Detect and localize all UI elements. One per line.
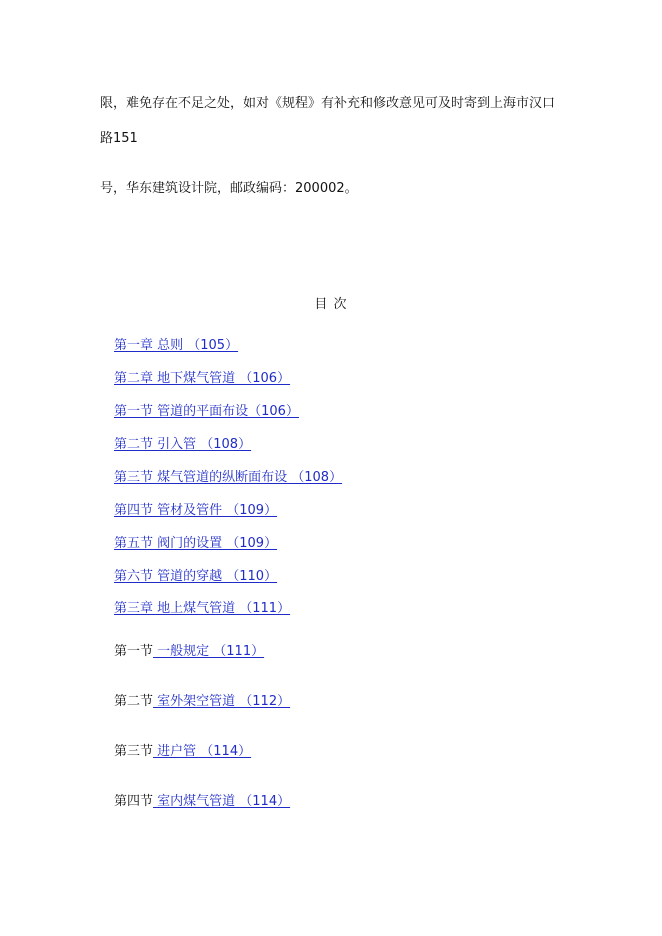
toc-item: [114, 371, 290, 387]
toc-link-chapter-2[interactable]: 第二章 地下煤气管道 （106）: [114, 371, 291, 386]
toc-link-ch3-section-4[interactable]: 室内煤气管道 （114）: [153, 794, 291, 809]
paragraph-line-2: 路151: [100, 131, 138, 146]
toc-title: 目 次: [314, 297, 348, 312]
toc-link-ch2-section-6[interactable]: 第六节 管道的穿越 （110）: [114, 569, 278, 584]
toc-item: [114, 470, 342, 486]
toc-item: [114, 744, 251, 760]
toc-link-ch3-section-3[interactable]: 进户管 （114）: [153, 744, 252, 759]
toc-item: [114, 601, 290, 617]
toc-item: [114, 536, 277, 552]
toc-item: [114, 338, 238, 354]
toc-link-ch2-section-5[interactable]: 第五节 阀门的设置 （109）: [114, 536, 278, 551]
toc-link-ch3-section-1[interactable]: 一般规定 （111）: [153, 644, 265, 659]
toc-item: [114, 694, 290, 710]
toc-link-chapter-1[interactable]: 第一章 总则 （105）: [114, 338, 239, 353]
toc-item: [114, 794, 290, 810]
toc-link-ch2-section-3[interactable]: 第三节 煤气管道的纵断面布设 （108）: [114, 470, 343, 485]
toc-section-prefix: 第三节: [114, 744, 154, 759]
toc-item: [114, 644, 264, 660]
toc-link-ch3-section-2[interactable]: 室外架空管道 （112）: [153, 694, 291, 709]
toc-item: [114, 437, 251, 453]
toc-item: [114, 503, 277, 519]
toc-link-ch2-section-4[interactable]: 第四节 管材及管件 （109）: [114, 503, 278, 518]
toc-section-prefix: 第四节: [114, 794, 154, 809]
toc-item: [114, 404, 299, 420]
toc-link-ch2-section-2[interactable]: 第二节 引入管 （108）: [114, 437, 252, 452]
toc-item: [114, 569, 277, 585]
toc-section-prefix: 第二节: [114, 694, 154, 709]
toc-link-chapter-3[interactable]: 第三章 地上煤气管道 （111）: [114, 601, 291, 616]
paragraph-line-1: 限，难免存在不足之处，如对《规程》有补充和修改意见可及时寄到上海市汉口: [100, 96, 556, 111]
toc-link-ch2-section-1[interactable]: 第一节 管道的平面布设（106）: [114, 404, 299, 419]
paragraph-line-3: 号，华东建筑设计院，邮政编码：200002。: [100, 181, 358, 196]
toc-section-prefix: 第一节: [114, 644, 154, 659]
